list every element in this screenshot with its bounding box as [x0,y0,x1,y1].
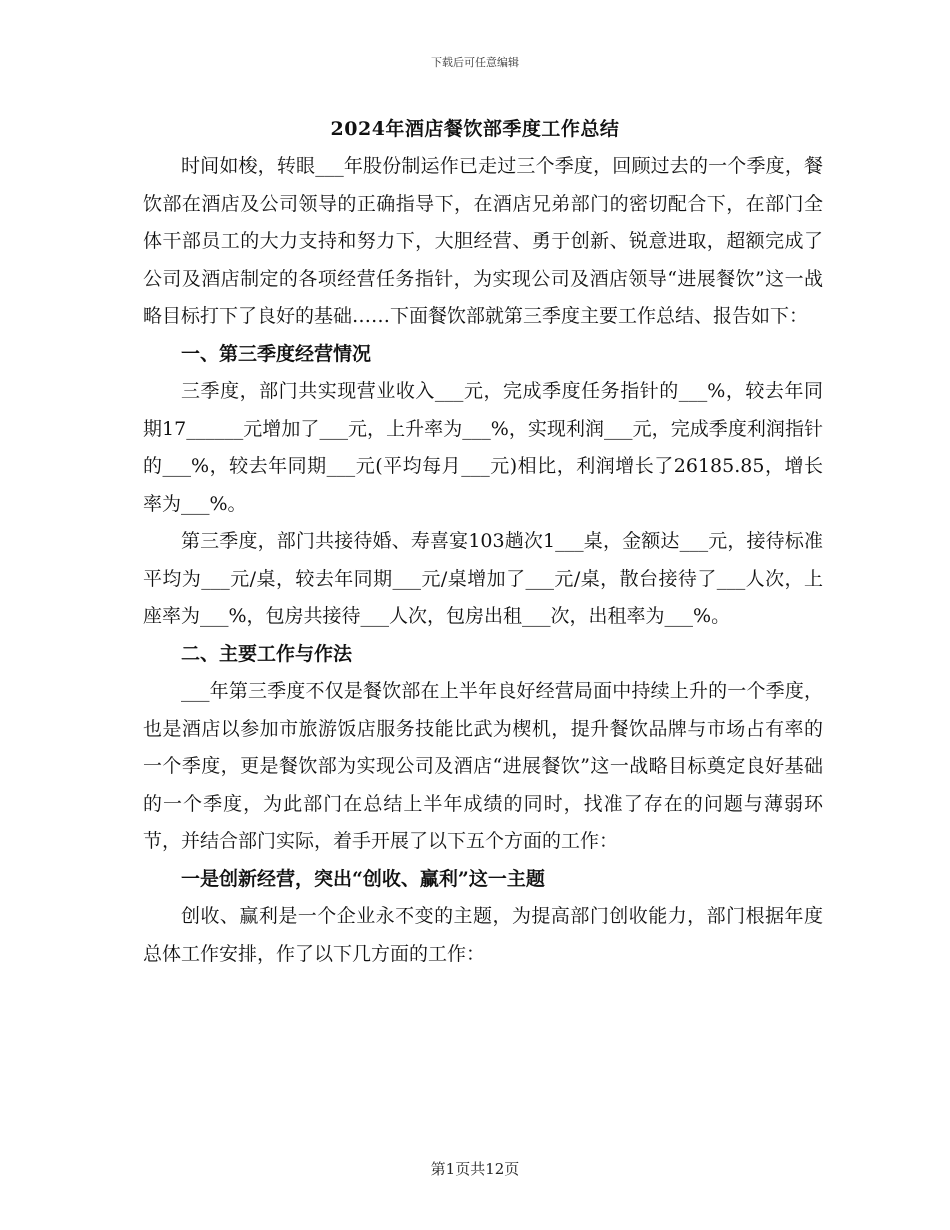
paragraph-intro: 时间如梭，转眼___年股份制运作已走过三个季度，回顾过去的一个季度，餐饮部在酒店及公司领导的正确指导下，在酒店兄弟部门的密切配合下，在部门全体干部员工的大力支持和努力下，大胆经营、勇于创新、锐意进取，超额完成了公司及酒店制定的各项经营任务指针，为实现公司及酒店领导“进展餐饮”这一战略目标打下了良好的基础……下面餐饮部就第三季度主要工作总结、报告如下： [143,155,823,327]
subheading-innovation: 一是创新经营，突出“创收、赢利”这一主题 [181,867,545,890]
paragraph-reception: 第三季度，部门共接待婚、寿喜宴103趟次1___桌，金额达___元，接待标准平均为___元/桌，较去年同期___元/桌增加了___元/桌，散台接待了___人次，上座率为___%，包房共接待___人次，包房出租___次，出租率为___%。 [143,530,823,627]
page-title: 2024年酒店餐饮部季度工作总结 [330,118,620,140]
paragraph-work-overview: ___年第三季度不仅是餐饮部在上半年良好经营局面中持续上升的一个季度，也是酒店以参加市旅游饭店服务技能比武为楔机，提升餐饮品牌与市场占有率的一个季度，更是餐饮部为实现公司及酒店“进展餐饮”这一战略目标奠定良好基础的一个季度，为此部门在总结上半年成绩的同时，找准了存在的问题与薄弱环节，并结合部门实际，着手开展了以下五个方面的工作： [143,680,823,852]
document-body [143,148,823,973]
section-heading-operations: 一、第三季度经营情况 [181,342,372,365]
paragraph-revenue: 三季度，部门共实现营业收入___元，完成季度任务指针的___%，较去年同期17______元增加了___元，上升率为___%，实现利润___元，完成季度利润指针的___%，较去年同期___元(平均每月___元)相比，利润增长了26185.85，增长率为___%。 [143,380,823,515]
section-heading-work: 二、主要工作与作法 [181,642,353,665]
page-footer: 第1页共12页 [430,1160,520,1178]
header-note: 下载后可任意编辑 [431,56,519,69]
paragraph-profit: 创收、赢利是一个企业永不变的主题，为提高部门创收能力，部门根据年度总体工作安排，作了以下几方面的工作： [143,905,823,965]
